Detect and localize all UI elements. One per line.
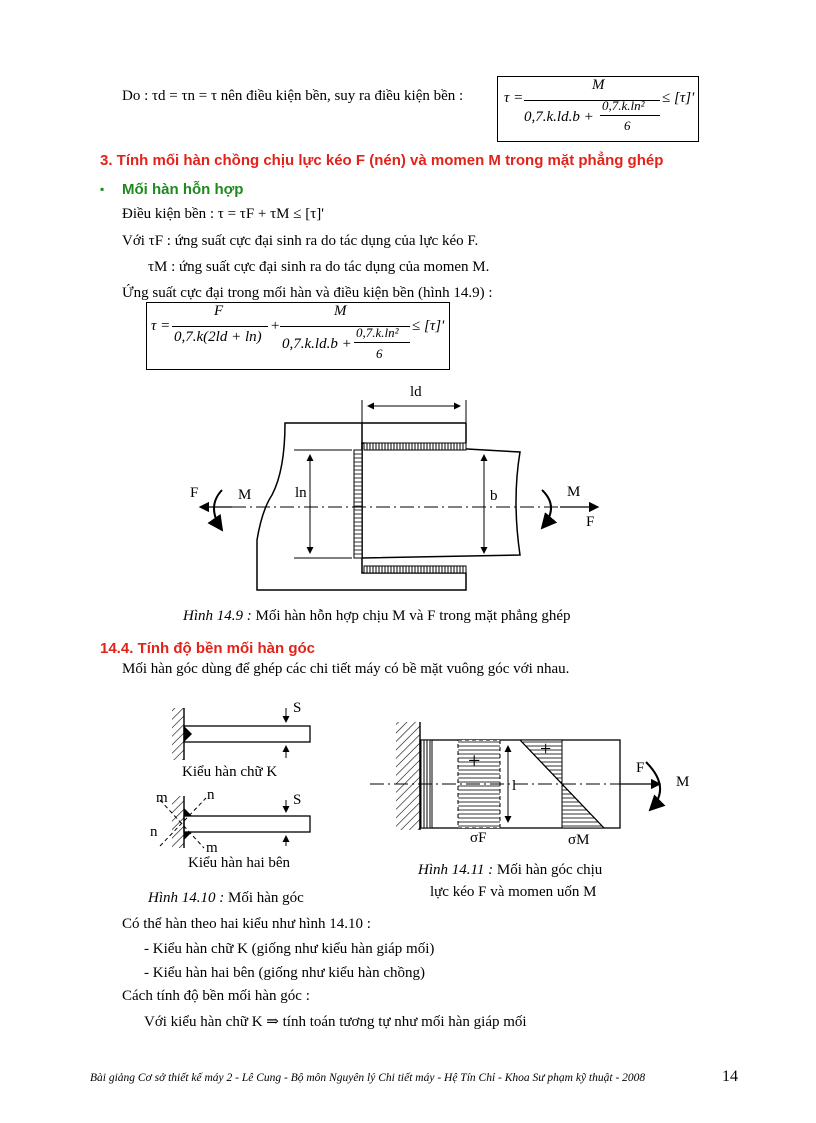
- two-types-line: Có thể hàn theo hai kiểu như hình 14.10 :: [122, 916, 371, 932]
- label-f-1411: F: [636, 760, 645, 776]
- condition-line: Điều kiện bền : τ = τF + τM ≤ [τ]': [122, 206, 324, 222]
- section144-intro: Mối hàn góc dùng để ghép các chi tiết máy có bề mặt vuông góc với nhau.: [122, 661, 570, 677]
- formula2-inner-num: 0,7.k.ln²: [356, 325, 399, 340]
- label-s1: S: [293, 700, 302, 716]
- page-number: 14: [722, 1068, 738, 1085]
- formula1-inner-den: 6: [624, 118, 631, 133]
- label-ld: ld: [410, 384, 422, 400]
- label-k-type: Kiểu hàn chữ K: [182, 764, 278, 780]
- formula1-den: 0,7.k.ld.b +: [524, 109, 594, 125]
- label-n2: n: [150, 824, 158, 840]
- fig1411-caption-1: Hình 14.11 : Mối hàn góc chịu: [418, 862, 603, 878]
- label-b: b: [490, 488, 498, 504]
- label-m2: m: [206, 840, 218, 856]
- formula2-rhs: ≤ [τ]': [412, 318, 445, 334]
- footer-text: Bài giảng Cơ sở thiết kế máy 2 - Lê Cung - Bộ môn Nguyên lý Chi tiết máy - Hệ Tín Chỉ - Khoa Sư phạm kỹ thuật - 2008: [90, 1072, 646, 1084]
- stress-line: Ứng suất cực đại trong mối hàn và điều kiện bền (hình 14.9) :: [122, 285, 493, 301]
- label-f-right: F: [586, 514, 595, 530]
- label-l: l: [512, 778, 517, 794]
- formula1-lhs: τ =: [504, 90, 524, 106]
- label-two-side: Kiểu hàn hai bên: [188, 855, 291, 871]
- label-f-left: F: [190, 485, 199, 501]
- with-tf-line: Với τF : ứng suất cực đại sinh ra do tác dụng của lực kéo F.: [122, 233, 479, 249]
- with-tm-line: τM : ứng suất cực đại sinh ra do tác dụng của momen M.: [148, 259, 490, 275]
- label-m-right: M: [567, 484, 581, 500]
- label-s2: S: [293, 792, 302, 808]
- formula1-num: M: [592, 77, 605, 93]
- label-m-left: M: [238, 487, 252, 503]
- formula2-f-den: 0,7.k(2ld + ln): [174, 329, 262, 345]
- label-n1: n: [207, 787, 215, 803]
- label-m1: m: [156, 790, 168, 806]
- formula1-inner-num: 0,7.k.ln²: [602, 98, 645, 113]
- label-sigma-m: σM: [568, 832, 590, 848]
- label-sigma-f: σF: [470, 830, 487, 846]
- section144-title: 14.4. Tính độ bền mối hàn góc: [100, 640, 316, 657]
- intro-text: Do : τd = τn = τ nên điều kiện bền, suy ra điều kiện bền :: [122, 88, 464, 104]
- fig1410-caption: Hình 14.10 : Mối hàn góc: [148, 890, 304, 906]
- section3-title: 3. Tính mối hàn chồng chịu lực kéo F (nén) và momen M trong mặt phẳng ghép: [100, 152, 664, 169]
- subsection-title: Mối hàn hỗn hợp: [122, 181, 244, 198]
- k-type-line: Với kiểu hàn chữ K ⇒ tính toán tương tự như mối hàn giáp mối: [144, 1014, 527, 1030]
- fig149-caption: Hình 14.9 : Mối hàn hỗn hợp chịu M và F trong mặt phẳng ghép: [183, 608, 571, 624]
- formula2-f-num: F: [214, 303, 224, 319]
- wall-2: [172, 796, 184, 848]
- wall-1: [172, 708, 184, 760]
- formula2-m-num: M: [334, 303, 347, 319]
- weld-bottom: [364, 566, 466, 573]
- weld-top: [364, 443, 466, 450]
- label-plus1: +: [468, 748, 481, 773]
- wall-3: [396, 722, 420, 830]
- formula2-lhs: τ =: [151, 318, 171, 334]
- type1-line: - Kiểu hàn chữ K (giống như kiểu hàn giáp mối): [144, 941, 435, 957]
- label-m-1411: M: [676, 774, 690, 790]
- fig1411-caption-2: lực kéo F và momen uốn M: [430, 884, 597, 900]
- label-ln: ln: [295, 485, 307, 501]
- formula2-inner-den: 6: [376, 346, 383, 361]
- calc-line: Cách tính độ bền mối hàn góc :: [122, 988, 310, 1004]
- type2-line: - Kiểu hàn hai bên (giống như kiểu hàn chồng): [144, 965, 425, 981]
- formula2-plus: +: [270, 318, 281, 334]
- weld-side: [354, 450, 362, 558]
- formula1-rhs: ≤ [τ]': [662, 90, 695, 106]
- bullet: ▪: [100, 182, 105, 196]
- label-plus2: +: [540, 738, 552, 760]
- formula2-m-den: 0,7.k.ld.b +: [282, 336, 352, 352]
